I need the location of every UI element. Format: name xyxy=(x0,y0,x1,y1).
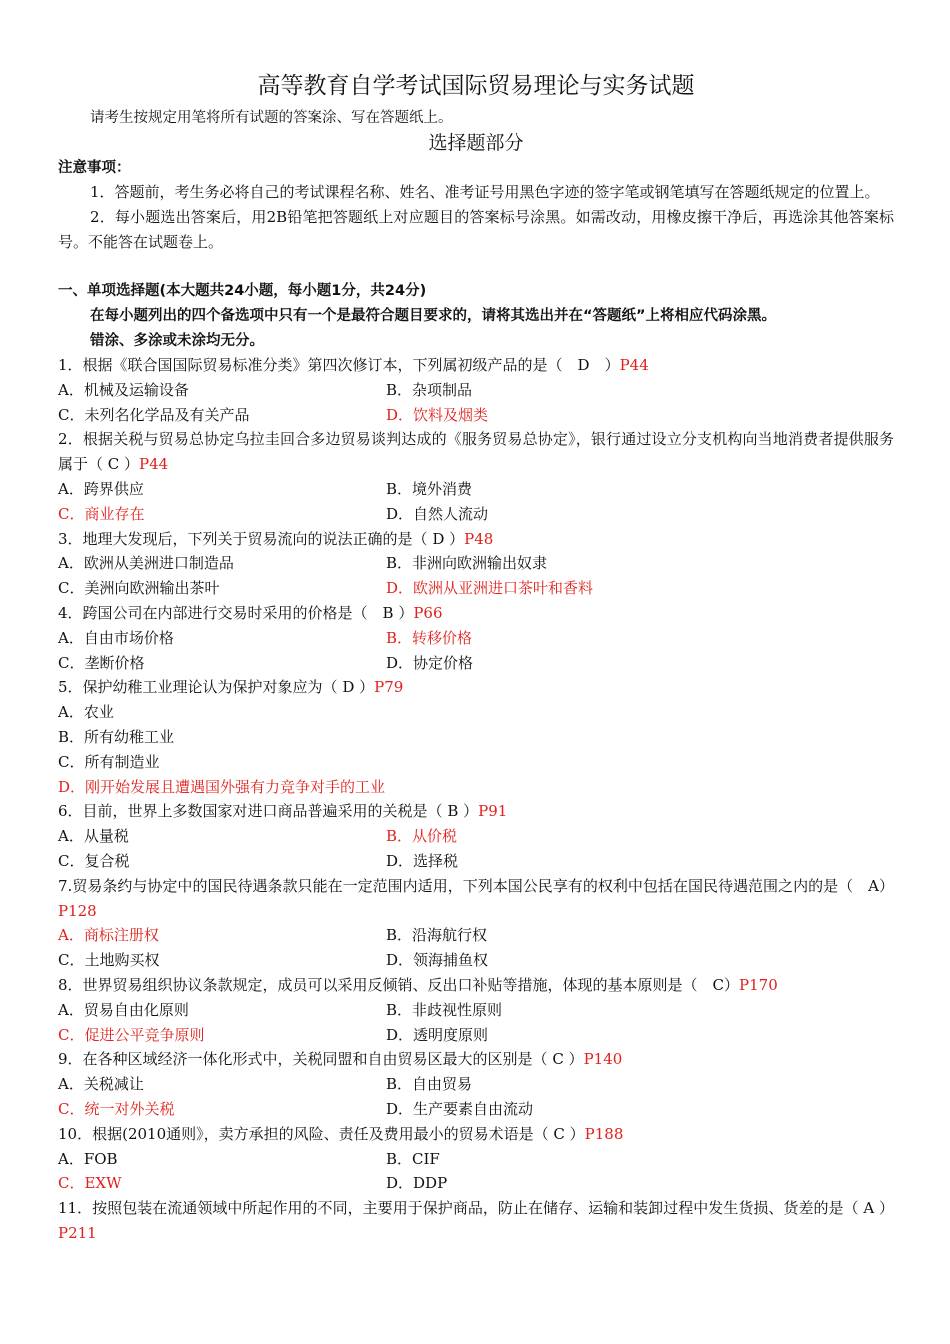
option-d: D．DDP xyxy=(386,1174,448,1193)
option-d: D．协定价格 xyxy=(386,653,474,672)
option-d: D．自然人流动 xyxy=(386,504,489,523)
question-11 xyxy=(58,1196,894,1246)
question-text: 6．目前，世界上多数国家对进口商品普遍采用的关税是（ B ） xyxy=(58,802,479,821)
options-row xyxy=(58,477,894,502)
option-a: A．贸易自由化原则 xyxy=(58,1000,189,1019)
page-ref: P66 xyxy=(413,603,443,622)
option-b: B．CIF xyxy=(386,1149,440,1168)
section-desc-1: 在每小题列出的四个备选项中只有一个是最符合题目要求的，请将其选出并在“答题纸”上将相应代码涂黑。 xyxy=(90,308,777,324)
question-6 xyxy=(58,799,894,824)
option-b-answer: B．转移价格 xyxy=(386,628,473,647)
notes-title: 注意事项： xyxy=(58,160,131,176)
question-1 xyxy=(58,353,894,378)
page-ref: P48 xyxy=(464,529,494,548)
question-4 xyxy=(58,601,894,626)
options-row xyxy=(58,1097,894,1122)
option-c-answer: C．EXW xyxy=(58,1174,122,1193)
question-text: 4．跨国公司在内部进行交易时采用的价格是（ B ） xyxy=(58,603,414,622)
note-2: 2．每小题选出答案后，用2B铅笔把答题纸上对应题目的答案标号涂黑。如需改动，用橡皮擦干净后，再选涂其他答案标号。不能答在试题卷上。 xyxy=(58,208,894,251)
option-c: C．美洲向欧洲输出茶叶 xyxy=(58,579,220,598)
option-a-answer: A．商标注册权 xyxy=(58,926,159,945)
page-ref: P170 xyxy=(739,975,778,994)
options-row xyxy=(58,824,894,849)
question-text: 10．根据(2010通则》，卖方承担的风险、责任及费用最小的贸易术语是（ C ） xyxy=(58,1124,585,1143)
option-b: B．境外消费 xyxy=(386,479,473,498)
options-row xyxy=(58,923,894,948)
option-d: D．生产要素自由流动 xyxy=(386,1099,534,1118)
page-ref: P44 xyxy=(619,356,649,374)
option-c-answer: C．统一对外关税 xyxy=(58,1099,175,1118)
option-b: B．杂项制品 xyxy=(386,380,473,399)
options-row xyxy=(58,576,894,601)
question-3 xyxy=(58,527,894,552)
question-8 xyxy=(58,973,894,998)
option-a: A．从量税 xyxy=(58,827,129,846)
option-c: C．垄断价格 xyxy=(58,653,145,672)
note-1: 1．答题前，考生务必将自己的考试课程名称、姓名、准考证号用黑色字迹的签字笔或钢笔填写在答题纸规定的位置上。 xyxy=(90,183,880,201)
question-text: 3．地理大发现后，下列关于贸易流向的说法正确的是（ D ） xyxy=(58,529,465,548)
question-10 xyxy=(58,1122,894,1147)
options-row xyxy=(58,998,894,1023)
options-row xyxy=(58,403,894,428)
question-text: 11．按照包装在流通领域中所起作用的不同，主要用于保护商品，防止在储存、运输和装卸过程中发生货损、货差的是（ A ） xyxy=(58,1199,894,1218)
option-b-answer: B．从价税 xyxy=(386,827,458,846)
option-a: A．关税减让 xyxy=(58,1075,144,1094)
option-c-answer: C．促进公平竞争原则 xyxy=(58,1025,205,1044)
option-c: C．土地购买权 xyxy=(58,951,160,970)
option-a: A．机械及运输设备 xyxy=(58,380,189,399)
page-ref: P91 xyxy=(478,802,508,821)
option-d-answer: D．饮料及烟类 xyxy=(386,405,489,424)
question-5 xyxy=(58,675,894,700)
options-row xyxy=(58,1147,894,1172)
options-row xyxy=(58,502,894,527)
question-text: 2．根据关税与贸易总协定乌拉圭回合多边贸易谈判达成的《服务贸易总协定》，银行通过设立分支机构向当地消费者提供服务属于（ C ） xyxy=(58,430,894,474)
option-c: C．所有制造业 xyxy=(58,752,160,771)
options-row xyxy=(58,1023,894,1048)
section-desc-2: 错涂、多涂或未涂均无分。 xyxy=(90,332,264,349)
options-row xyxy=(58,651,894,676)
options-row xyxy=(58,626,894,651)
option-c-answer: C．商业存在 xyxy=(58,504,145,523)
page-ref: P140 xyxy=(583,1050,623,1069)
option-a: A．农业 xyxy=(58,703,114,722)
question-text: 7.贸易条约与协定中的国民待遇条款只能在一定范围内适用，下列本国公民享有的权利中包括在国民待遇范围之内的是（ A） xyxy=(58,876,894,895)
options-row xyxy=(58,948,894,973)
option-b: B．非洲向欧洲输出奴隶 xyxy=(386,554,548,573)
option-a: A．跨界供应 xyxy=(58,479,144,498)
option-d: D．选择税 xyxy=(386,851,459,870)
question-text: 9．在各种区域经济一体化形式中，关税同盟和自由贸易区最大的区别是（ C ） xyxy=(58,1050,584,1069)
question-text: 5．保护幼稚工业理论认为保护对象应为（ D ） xyxy=(58,678,375,697)
section-heading: 一、单项选择题(本大题共24小题，每小题1分，共24分) xyxy=(58,283,427,299)
part-title: 选择题部分 xyxy=(428,132,524,154)
option-a: A．自由市场价格 xyxy=(58,628,174,647)
document-title: 高等教育自学考试国际贸易理论与实务试题 xyxy=(257,73,695,99)
option-b: B．非歧视性原则 xyxy=(386,1000,503,1019)
spacer xyxy=(58,255,894,279)
page-ref: P128 xyxy=(58,901,97,920)
option-b: B．自由贸易 xyxy=(386,1075,473,1094)
option-c: C．未列名化学品及有关产品 xyxy=(58,405,250,424)
page-ref: P211 xyxy=(58,1223,97,1242)
options-row xyxy=(58,1072,894,1097)
option-b: B．所有幼稚工业 xyxy=(58,727,175,746)
page-ref: P79 xyxy=(374,678,404,697)
option-a: A．欧洲从美洲进口制造品 xyxy=(58,554,234,573)
instruction: 请考生按规定用笔将所有试题的答案涂、写在答题纸上。 xyxy=(90,110,453,126)
page-ref: P188 xyxy=(584,1124,624,1143)
options-row xyxy=(58,378,894,403)
options-row xyxy=(58,849,894,874)
option-b: B．沿海航行权 xyxy=(386,926,488,945)
question-2 xyxy=(58,427,894,477)
page-ref: P44 xyxy=(139,455,169,474)
question-text: 1．根据《联合国国际贸易标准分类》第四次修订本，下列属初级产品的是（ D ） xyxy=(58,356,620,374)
question-9 xyxy=(58,1047,894,1072)
option-d-answer: D．欧洲从亚洲进口茶叶和香料 xyxy=(386,579,594,598)
option-d-answer: D．刚开始发展且遭遇国外强有力竞争对手的工业 xyxy=(58,777,386,796)
question-text: 8．世界贸易组织协议条款规定，成员可以采用反倾销、反出口补贴等措施，体现的基本原则是（ C） xyxy=(58,975,740,994)
option-d: D．领海捕鱼权 xyxy=(386,951,489,970)
options-row xyxy=(58,1171,894,1196)
option-c: C．复合税 xyxy=(58,851,130,870)
option-a: A．FOB xyxy=(58,1149,118,1168)
option-d: D．透明度原则 xyxy=(386,1025,489,1044)
options-row xyxy=(58,551,894,576)
question-7 xyxy=(58,874,894,924)
